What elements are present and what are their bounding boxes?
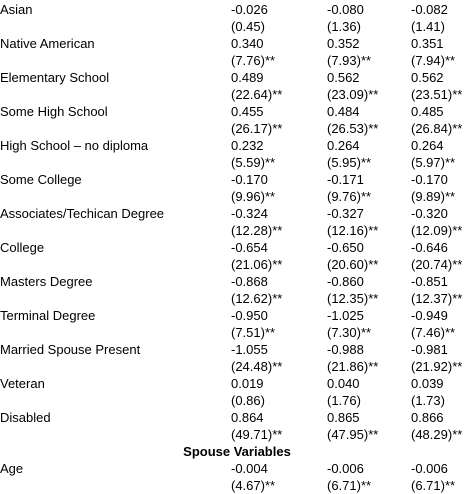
model-1-value: 0.019 — [231, 376, 264, 391]
model-2-value: (5.95)** — [327, 155, 372, 170]
model-1-value: (0.45) — [231, 19, 265, 34]
model-3-value: -0.006 — [411, 461, 448, 476]
model-1-value: (26.17)** — [231, 121, 283, 136]
row-label: Masters Degree — [0, 274, 93, 289]
model-2-value: (20.60)** — [327, 257, 379, 272]
t-statistic-row — [0, 477, 474, 494]
row-label: High School – no diploma — [0, 138, 149, 153]
t-statistic-row — [0, 52, 474, 69]
row-label: Some High School — [0, 104, 108, 119]
model-2-value: 0.040 — [327, 376, 360, 391]
row-label — [0, 222, 231, 239]
coefficient-row — [0, 69, 474, 86]
model-3-value: -0.981 — [411, 342, 448, 357]
coefficient-row — [0, 35, 474, 52]
model-1-value: (12.28)** — [231, 223, 283, 238]
model-1-value: (0.86) — [231, 393, 265, 408]
model-2-value: (7.30)** — [327, 325, 372, 340]
row-label — [0, 52, 231, 69]
model-3-value: 0.039 — [411, 376, 444, 391]
model-3-value: 0.351 — [411, 36, 444, 51]
model-3-value: -0.851 — [411, 274, 448, 289]
row-label: Elementary School — [0, 70, 110, 85]
row-label — [0, 426, 231, 443]
model-3-value: -0.646 — [411, 240, 448, 255]
coefficient-row — [0, 137, 474, 154]
model-1-value: (49.71)** — [231, 427, 283, 442]
model-3-value: (1.41) — [411, 19, 445, 34]
row-label: Veteran — [0, 376, 45, 391]
model-3-value: (23.51)** — [411, 87, 463, 102]
model-1-value: -0.324 — [231, 206, 268, 221]
model-1-value: 0.340 — [231, 36, 264, 51]
model-2-value: (12.16)** — [327, 223, 379, 238]
coefficient-row — [0, 1, 474, 18]
model-3-value: (7.46)** — [411, 325, 456, 340]
model-2-value: -0.860 — [327, 274, 364, 289]
model-3-value: (21.92)** — [411, 359, 463, 374]
model-2-value: (21.86)** — [327, 359, 379, 374]
model-3-value: 0.264 — [411, 138, 444, 153]
row-label — [0, 120, 231, 137]
coefficient-row — [0, 375, 474, 392]
t-statistic-row — [0, 324, 474, 341]
model-1-value: -1.055 — [231, 342, 268, 357]
t-statistic-row — [0, 290, 474, 307]
model-3-value: (1.73) — [411, 393, 445, 408]
model-2-value: -0.006 — [327, 461, 364, 476]
model-2-value: 0.562 — [327, 70, 360, 85]
t-statistic-row — [0, 86, 474, 103]
model-2-value: -0.988 — [327, 342, 364, 357]
model-1-value: (12.62)** — [231, 291, 283, 306]
model-3-value: (5.97)** — [411, 155, 456, 170]
t-statistic-row — [0, 256, 474, 273]
t-statistic-row — [0, 358, 474, 375]
model-3-value: -0.949 — [411, 308, 448, 323]
model-3-value: (26.84)** — [411, 121, 463, 136]
model-1-value: 0.864 — [231, 410, 264, 425]
model-2-value: -0.171 — [327, 172, 364, 187]
model-1-value: -0.170 — [231, 172, 268, 187]
coefficient-row — [0, 103, 474, 120]
model-1-value: -0.950 — [231, 308, 268, 323]
row-label — [0, 188, 231, 205]
row-label — [0, 358, 231, 375]
row-label: Asian — [0, 2, 33, 17]
model-3-value: -0.082 — [411, 2, 448, 17]
t-statistic-row — [0, 154, 474, 171]
model-2-value: (6.71)** — [327, 478, 372, 493]
row-label — [0, 324, 231, 341]
model-3-value: (6.71)** — [411, 478, 456, 493]
row-label: Age — [0, 461, 24, 476]
t-statistic-row — [0, 18, 474, 35]
model-2-value: -0.080 — [327, 2, 364, 17]
row-label — [0, 290, 231, 307]
model-1-value: 0.455 — [231, 104, 264, 119]
model-3-value: (12.09)** — [411, 223, 463, 238]
model-2-value: (9.76)** — [327, 189, 372, 204]
model-2-value: 0.352 — [327, 36, 360, 51]
coefficient-row — [0, 239, 474, 256]
coefficient-row — [0, 341, 474, 358]
coefficient-row — [0, 171, 474, 188]
row-label: Disabled — [0, 410, 51, 425]
row-label — [0, 392, 231, 409]
model-2-value: (47.95)** — [327, 427, 379, 442]
model-1-value: -0.868 — [231, 274, 268, 289]
model-2-value: 0.264 — [327, 138, 360, 153]
model-3-value: (20.74)** — [411, 257, 463, 272]
t-statistic-row — [0, 392, 474, 409]
row-label — [0, 477, 231, 494]
coefficient-row — [0, 307, 474, 324]
model-2-value: (1.36) — [327, 19, 361, 34]
model-2-value: (1.76) — [327, 393, 361, 408]
t-statistic-row — [0, 188, 474, 205]
model-3-value: -0.170 — [411, 172, 448, 187]
model-3-value: (48.29)** — [411, 427, 463, 442]
model-2-value: -0.327 — [327, 206, 364, 221]
row-label: Married Spouse Present — [0, 342, 141, 357]
model-3-value: -0.320 — [411, 206, 448, 221]
model-1-value: -0.654 — [231, 240, 268, 255]
row-label — [0, 18, 231, 35]
section-row — [0, 443, 474, 460]
model-3-value: 0.485 — [411, 104, 444, 119]
model-1-value: (9.96)** — [231, 189, 276, 204]
coefficient-row — [0, 205, 474, 222]
model-2-value: 0.484 — [327, 104, 360, 119]
row-label: Associates/Techican Degree — [0, 206, 165, 221]
model-2-value: (23.09)** — [327, 87, 379, 102]
model-1-value: -0.004 — [231, 461, 268, 476]
t-statistic-row — [0, 426, 474, 443]
row-label — [0, 86, 231, 103]
section-heading: Spouse Variables — [183, 444, 291, 459]
model-2-value: -0.650 — [327, 240, 364, 255]
coefficient-row — [0, 409, 474, 426]
model-1-value: 0.489 — [231, 70, 264, 85]
model-1-value: (7.76)** — [231, 53, 276, 68]
t-statistic-row — [0, 222, 474, 239]
model-1-value: (7.51)** — [231, 325, 276, 340]
row-label: Some College — [0, 172, 82, 187]
coefficient-row — [0, 460, 474, 477]
row-label: College — [0, 240, 45, 255]
model-3-value: (12.37)** — [411, 291, 463, 306]
model-2-value: -1.025 — [327, 308, 364, 323]
model-2-value: (7.93)** — [327, 53, 372, 68]
t-statistic-row — [0, 120, 474, 137]
model-2-value: (12.35)** — [327, 291, 379, 306]
row-label: Terminal Degree — [0, 308, 96, 323]
model-1-value: (21.06)** — [231, 257, 283, 272]
row-label — [0, 154, 231, 171]
row-label: Native American — [0, 36, 95, 51]
coefficient-row — [0, 273, 474, 290]
model-2-value: (26.53)** — [327, 121, 379, 136]
model-1-value: -0.026 — [231, 2, 268, 17]
model-1-value: (5.59)** — [231, 155, 276, 170]
model-3-value: 0.562 — [411, 70, 444, 85]
model-3-value: (7.94)** — [411, 53, 456, 68]
model-3-value: 0.866 — [411, 410, 444, 425]
model-1-value: (4.67)** — [231, 478, 276, 493]
row-label — [0, 256, 231, 273]
model-2-value: 0.865 — [327, 410, 360, 425]
model-3-value: (9.89)** — [411, 189, 456, 204]
model-1-value: 0.232 — [231, 138, 264, 153]
model-1-value: (22.64)** — [231, 87, 283, 102]
model-1-value: (24.48)** — [231, 359, 283, 374]
